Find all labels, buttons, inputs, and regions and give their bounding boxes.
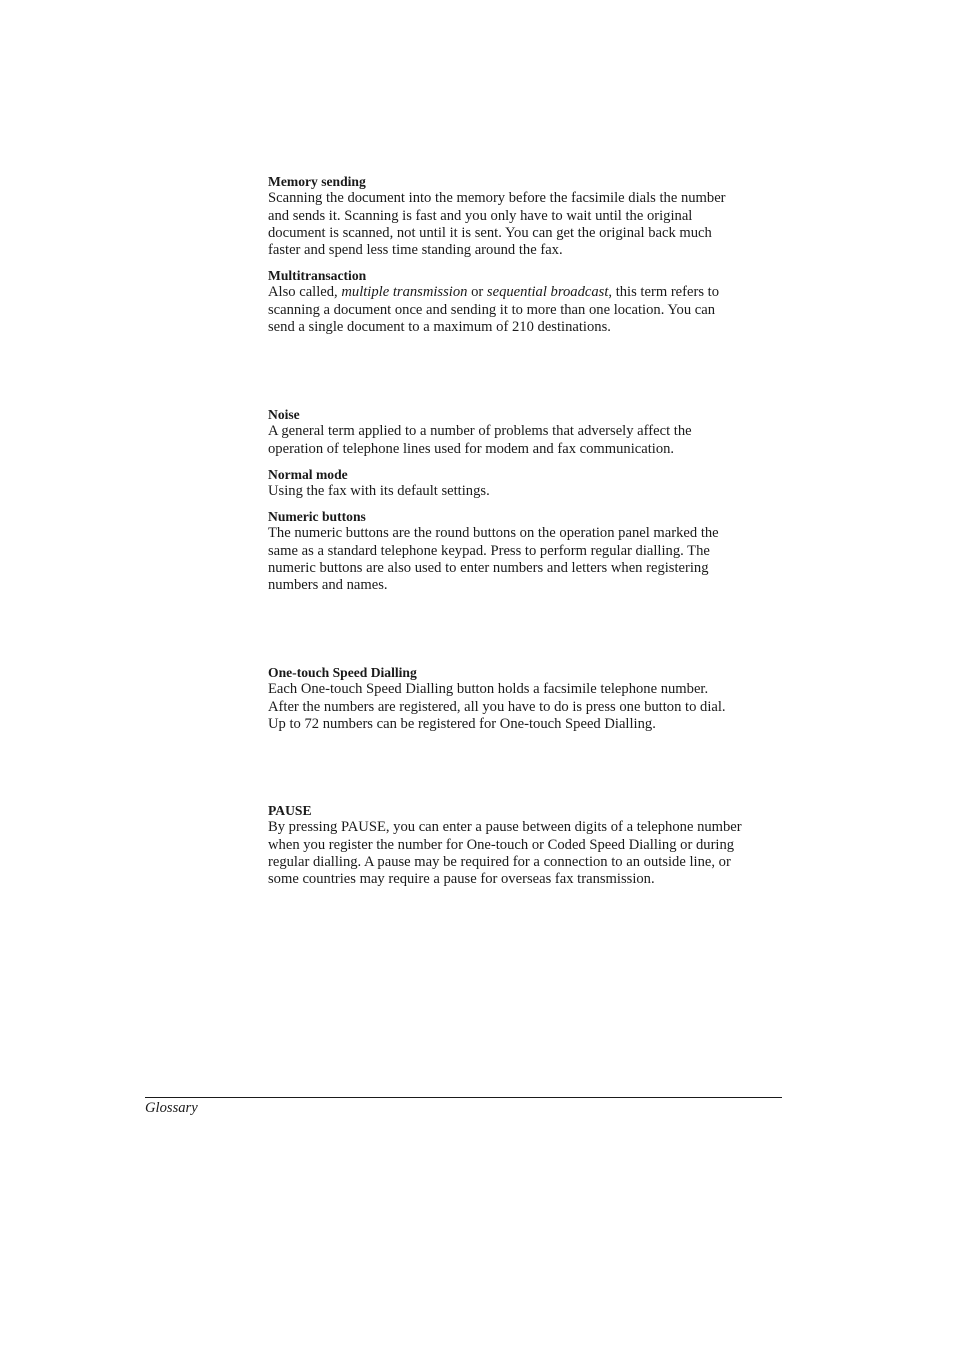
definition-line: scanning a document once and sending it to more than one location. You can [268, 301, 716, 318]
footer-divider [145, 1097, 782, 1098]
definition-line: Up to 72 numbers can be registered for One-touch Speed Dialling. [268, 715, 656, 732]
glossary-entry-noise [268, 406, 788, 458]
definition-line: same as a standard telephone keypad. Press to perform regular dialling. The [268, 542, 710, 559]
term-heading: Memory sending [268, 174, 366, 189]
definition-line: document is scanned, not until it is sent. You can get the original back much [268, 224, 712, 241]
glossary-entry-pause [268, 802, 788, 888]
definition-line: when you register the number for One-touch or Coded Speed Dialling or during [268, 836, 735, 853]
glossary-entry-numeric-buttons [268, 508, 788, 594]
definition-line [268, 284, 788, 301]
definition-line: Each One-touch Speed Dialling button holds a facsimile telephone number. [268, 681, 709, 698]
definition-emphasis: sequential broadcast [486, 284, 609, 301]
term-heading: PAUSE [268, 803, 312, 818]
glossary-entry-memory-sending [268, 173, 788, 259]
definition-line: some countries may require a pause for overseas fax transmission. [268, 871, 655, 888]
definition-line: numbers and names. [268, 577, 388, 594]
term-heading: Multitransaction [268, 268, 367, 283]
term-heading: Numeric buttons [268, 509, 366, 524]
definition-line: faster and spend less time standing around the fax. [268, 242, 563, 259]
glossary-entry-one-touch-speed-dialling [268, 664, 788, 733]
term-heading: Normal mode [268, 467, 348, 482]
definition-line: regular dialling. A pause may be required for a connection to an outside line, or [268, 853, 731, 870]
definition-text: Also called, [268, 284, 342, 301]
glossary-entry-multitransaction [268, 267, 788, 336]
definition-line: and sends it. Scanning is fast and you only have to wait until the original [268, 207, 693, 224]
definition-line: By pressing PAUSE, you can enter a pause between digits of a telephone number [268, 819, 742, 836]
definition-line: numeric buttons are also used to enter numbers and letters when registering [268, 559, 709, 576]
definition-line: Using the fax with its default settings. [268, 483, 490, 500]
definition-text: , this term refers to [608, 284, 720, 301]
definition-line: send a single document to a maximum of 210 destinations. [268, 318, 611, 335]
definition-line: operation of telephone lines used for modem and fax communication. [268, 440, 675, 457]
definition-text: or [467, 284, 487, 301]
glossary-entry-normal-mode [268, 466, 788, 501]
page-footer-section-label: Glossary [145, 1100, 198, 1116]
definition-line: After the numbers are registered, all you have to do is press one button to dial. [268, 698, 726, 715]
term-heading: One-touch Speed Dialling [268, 665, 417, 680]
definition-line: A general term applied to a number of problems that adversely affect the [268, 423, 692, 440]
term-heading: Noise [268, 407, 300, 422]
definition-emphasis: multiple transmission [341, 284, 468, 301]
definition-line: Scanning the document into the memory before the facsimile dials the number [268, 190, 726, 207]
definition-line: The numeric buttons are the round buttons on the operation panel marked the [268, 525, 719, 542]
